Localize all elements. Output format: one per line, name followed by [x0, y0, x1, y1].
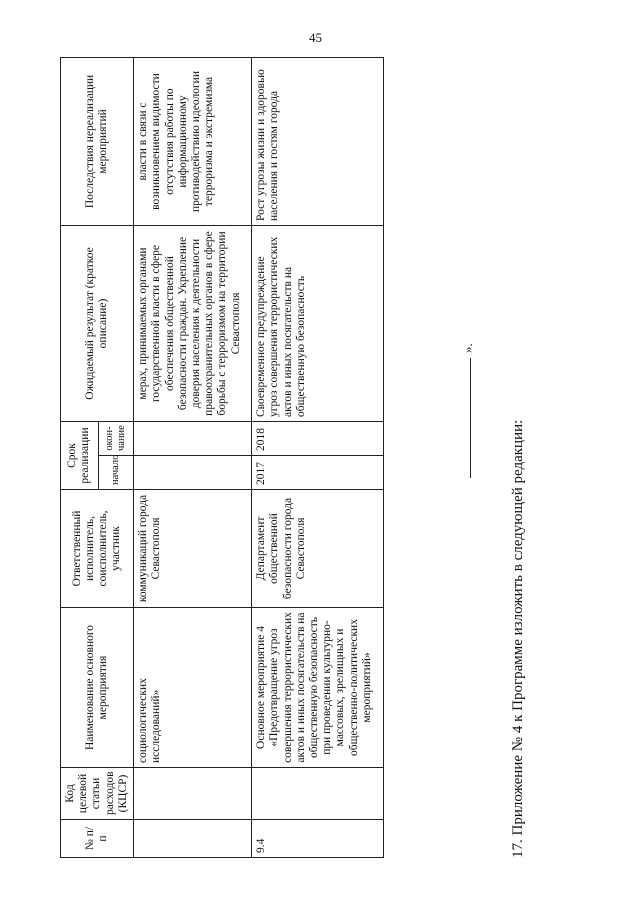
cell-end [134, 422, 252, 456]
cell-start: 2017 [252, 456, 384, 490]
header-name: Наименование основного мероприятия [61, 608, 134, 768]
header-start: начало [98, 456, 133, 490]
header-num: № п/п [61, 820, 134, 858]
cell-name: Основное мероприятие 4 «Предотвращение угроз совершения террористических актов и иных посягательств на общественную безопасность при проведении культурно-массовых, зрелищных и общественно-политических мероприятий» [252, 608, 384, 768]
cell-end: 2018 [252, 422, 384, 456]
cell-code [134, 768, 252, 820]
header-result: Ожидаемый результат (краткое описание) [61, 226, 134, 422]
header-code: Код целевой статьи расходов (КЦСР) [61, 768, 134, 820]
header-term: Срок реализации [61, 422, 99, 490]
header-end: окон-чание [98, 422, 133, 456]
table-row [252, 58, 384, 858]
cell-start [134, 456, 252, 490]
cell-result: Своевременное предупреждение угроз совершения террористических актов и иных посягательств на общественную безопасность [252, 226, 384, 422]
footer-text: 17. Приложение № 4 к Программе изложить в следующей редакции: [510, 419, 526, 858]
cell-code [252, 768, 384, 820]
signature-line [470, 358, 471, 478]
rotated-page-content [40, 48, 580, 858]
cell-result: мерах, принимаемых органами государственной власти в сфере обеспечения общественной безопасности граждан. Укрепление доверия населения к деятельности правоохранительных органов в сфере борьбы с терроризмом на территории Севастополя [134, 226, 252, 422]
cell-num: 9.4 [252, 820, 384, 858]
header-consequence: Последствия нереализации мероприятий [61, 58, 134, 226]
cell-consequence: Рост угрозы жизни и здоровью населения и гостям города [252, 58, 384, 226]
cell-name: социологических исследований» [134, 608, 252, 768]
table-row [134, 58, 252, 858]
cell-num [134, 820, 252, 858]
closing-quote: ». [460, 343, 475, 353]
page-number: 45 [309, 30, 322, 45]
program-table [60, 57, 384, 858]
cell-responsible: Департамент общественной безопасности города Севастополя [252, 490, 384, 608]
header-responsible: Ответственный исполнитель, соисполнитель, участник [61, 490, 134, 608]
cell-responsible: коммуникаций города Севастополя [134, 490, 252, 608]
cell-consequence: власти в связи с возникновением видимости отсутствия работы по информационному противодействию идеологии терроризма и экстремизма [134, 58, 252, 226]
